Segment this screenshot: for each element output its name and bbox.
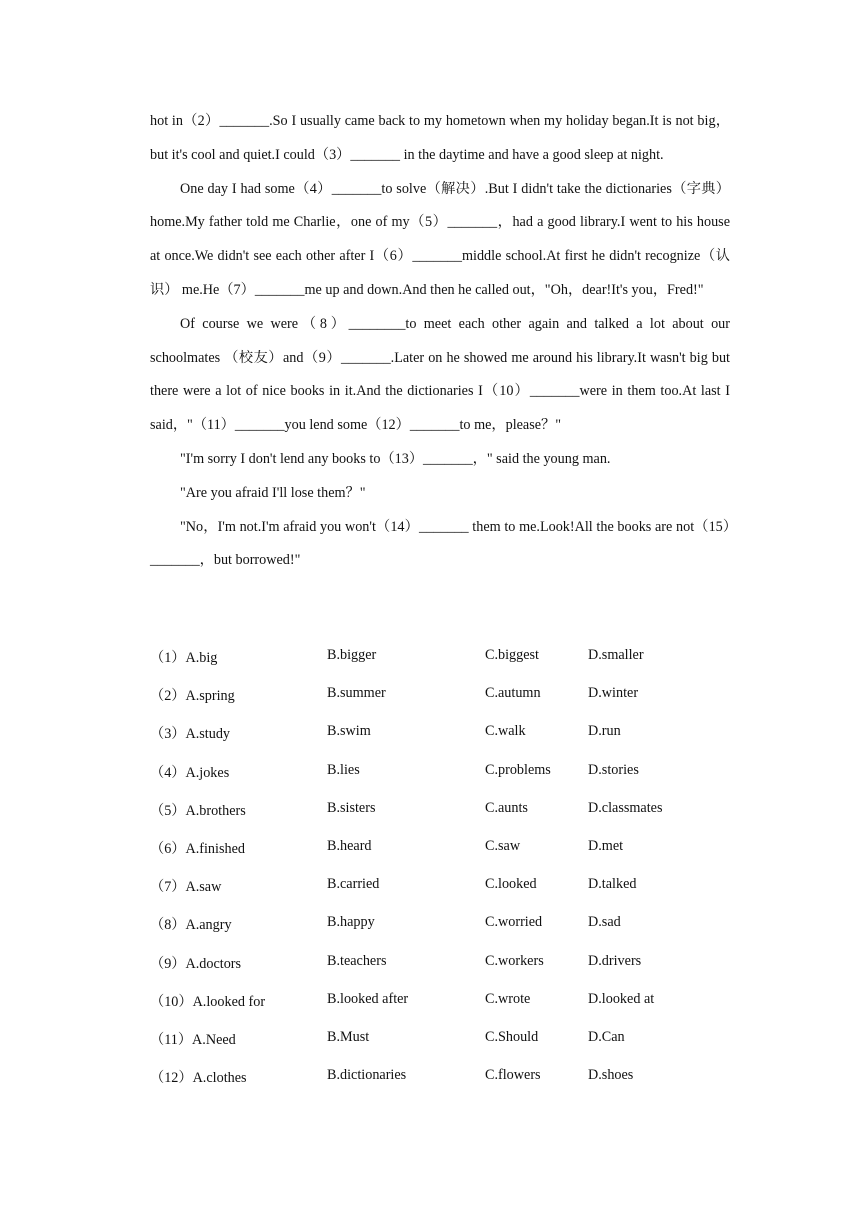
option-c: C.walk [485,723,526,740]
paragraph-5: "Are you afraid I'll lose them？" [180,484,366,501]
option-row-2 [150,685,750,723]
option-b: B.teachers [327,952,387,969]
option-c: C.biggest [485,647,539,663]
option-a: （1）A.big [150,650,218,666]
option-row-4 [150,762,750,800]
option-d: D.Can [588,1028,625,1045]
option-c: C.workers [485,952,544,969]
option-a: （8）A.angry [150,917,232,934]
paragraph-1: hot in（2）_______.So I usually came back to my hometown when my holiday began.It is not big，but it's cool and quiet.I could（3）_______ in the daytime and have a good sleep at night. [150,113,730,163]
paragraph-4: "I'm sorry I don't lend any books to（13）_______，" said the young man. [180,450,611,467]
option-a: （6）A.finished [150,840,245,857]
option-row-10 [150,991,750,1029]
option-b: B.dictionaries [327,1067,407,1084]
option-a: （2）A.spring [150,688,235,705]
option-b: B.carried [327,876,380,893]
option-c: C.autumn [485,685,541,702]
option-d: D.talked [588,876,637,893]
option-d: D.drivers [588,952,642,969]
option-b: B.Must [327,1028,370,1045]
option-a: （5）A.brothers [150,802,246,819]
option-row-5 [150,800,750,838]
option-b: B.looked after [327,990,409,1007]
reading-passage [150,105,730,578]
option-b: B.bigger [327,647,377,663]
option-row-12 [150,1067,750,1105]
option-d: D.winter [588,685,639,702]
option-c: C.problems [485,761,551,778]
option-c: C.flowers [485,1067,541,1084]
option-d: D.shoes [588,1067,634,1084]
option-a: （9）A.doctors [150,955,242,972]
option-b: B.summer [327,685,386,702]
option-a: （11）A.Need [150,1031,236,1048]
option-a: （4）A.jokes [150,764,230,781]
option-d: D.classmates [588,799,663,816]
option-a: （12）A.clothes [150,1070,247,1087]
option-c: C.looked [485,876,537,893]
option-a: （3）A.study [150,726,231,743]
option-c: C.Should [485,1028,539,1045]
option-a: （7）A.saw [150,879,222,896]
paragraph-3: Of course we were（8）________to meet each other again and talked a lot about our schoolmates （校友）and（9）_______.Later on he showed me around his library.It wasn't big but there were a lot of nice books in it.And the dictionaries I（10）_______were in them too.At last I said，"（11）_______you lend some（12）_______to me，please？" [150,315,730,434]
paragraph-2: One day I had some（4）_______to solve（解决）.But I didn't take the dictionaries（字典） home.My father told me Charlie，one of my（5）_______，had a good library.I went to his house at once.We didn't see each other after I（6）_______middle school.At first he didn't recognize（认识） me.He（7）_______me up and down.And then he called out，"Oh，dear!It's you，Fred!" [150,180,730,298]
option-c: C.saw [485,837,521,854]
option-b: B.swim [327,723,371,740]
option-d: D.run [588,723,621,740]
option-b: B.happy [327,914,375,931]
option-b: B.sisters [327,799,376,816]
answer-options [150,647,750,1105]
option-d: D.stories [588,761,639,778]
option-d: D.looked at [588,990,655,1007]
option-row-1 [150,647,750,685]
option-row-3 [150,723,750,761]
option-row-8 [150,914,750,952]
option-a: （10）A.looked for [150,993,266,1010]
option-b: B.heard [327,837,372,854]
paragraph-6: "No，I'm not.I'm afraid you won't（14）_______ them to me.Look!All the books are not（15）_______，but borrowed!" [150,518,730,569]
option-c: C.wrote [485,990,531,1007]
option-row-11 [150,1029,750,1067]
option-d: D.smaller [588,647,644,663]
option-row-9 [150,953,750,991]
option-d: D.met [588,837,624,854]
option-row-6 [150,838,750,876]
option-b: B.lies [327,761,360,778]
option-row-7 [150,876,750,914]
option-c: C.aunts [485,799,528,816]
option-d: D.sad [588,914,621,931]
option-c: C.worried [485,914,543,931]
